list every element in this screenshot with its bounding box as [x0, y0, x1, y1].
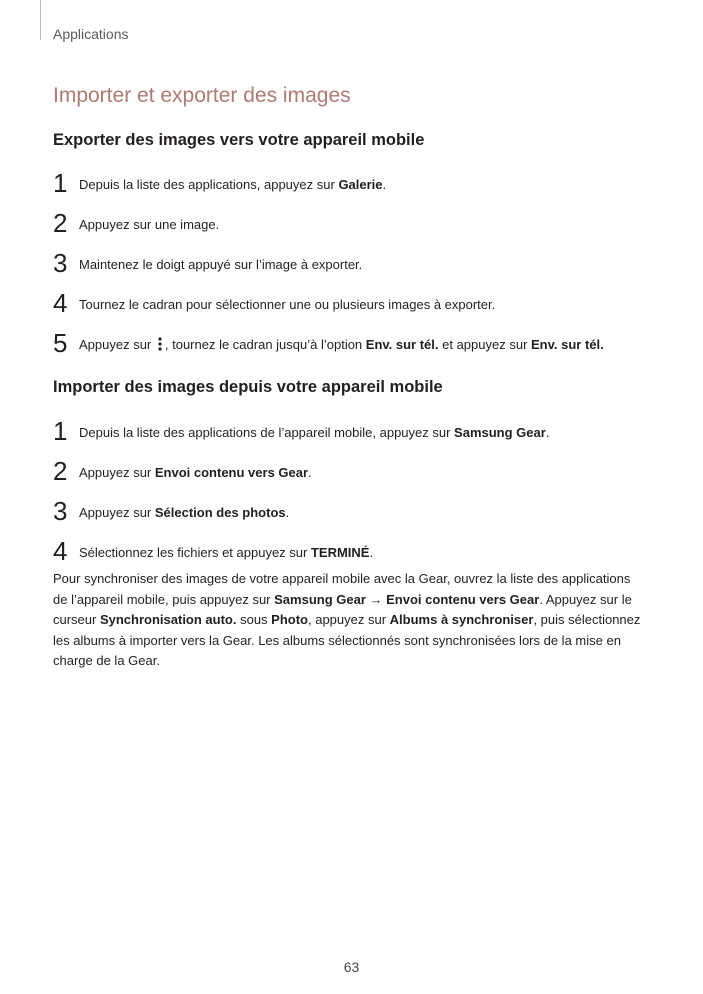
step-bold-term: TERMINÉ — [310, 545, 370, 560]
note-bold-term: Photo — [271, 612, 308, 627]
note-bold-term: Albums à synchroniser — [389, 612, 534, 627]
step-text-part: Depuis la liste des applications de l’appareil mobile, appuyez sur — [79, 425, 455, 440]
note-bold-term: Synchronisation auto. — [99, 612, 237, 627]
step-text-part: . — [285, 505, 290, 520]
step-number: 4 — [53, 536, 68, 566]
step-text — [79, 504, 289, 522]
step-text — [79, 336, 604, 354]
note-text: , puis sélectionnez les albums à importer vers la Gear. Les albums sélectionnés sont synchronisées lors de la mise en charge de la Gear. — [53, 612, 641, 668]
step-text: Tournez le cadran pour sélectionner une ou plusieurs images à exporter. — [79, 297, 496, 312]
step-text: Appuyez sur une image. — [79, 217, 220, 232]
export-step-4 — [53, 288, 663, 332]
note-text: Pour synchroniser des images de votre appareil mobile avec la Gear, ouvrez la liste des applications de l’appareil mobile, puis appuyez sur — [53, 571, 631, 607]
arrow-icon: → — [365, 591, 387, 607]
step-number: 1 — [53, 416, 68, 446]
step-text — [79, 464, 312, 482]
export-steps — [53, 168, 663, 372]
note-bold-term: Envoi contenu vers Gear — [386, 591, 540, 607]
import-steps — [53, 416, 663, 580]
step-text-part: et appuyez sur — [438, 337, 532, 352]
step-bold-term: Env. sur tél. — [365, 337, 439, 352]
step-text-part: Appuyez sur — [79, 465, 155, 480]
note-bold-term: Samsung Gear — [274, 591, 366, 607]
page-number: 63 — [343, 959, 360, 975]
step-text-part: . — [369, 545, 374, 560]
step-number: 4 — [53, 288, 68, 318]
section-label: Applications — [53, 26, 129, 42]
import-step-3 — [53, 496, 663, 540]
section-divider — [40, 0, 41, 40]
export-step-1 — [53, 168, 663, 212]
step-text — [79, 176, 386, 194]
step-text-part: Depuis la liste des applications, appuyez sur — [79, 177, 339, 192]
sync-note — [53, 569, 645, 672]
step-text-part: , tournez le cadran jusqu’à l’option — [164, 337, 366, 352]
step-number: 1 — [53, 168, 68, 198]
step-bold-term: Envoi contenu vers Gear — [154, 465, 309, 480]
step-text-part: . — [545, 425, 550, 440]
import-step-1 — [53, 416, 663, 460]
step-text-part: Sélectionnez les fichiers et appuyez sur — [79, 545, 311, 560]
step-text-part: Appuyez sur — [79, 337, 155, 352]
step-text: Maintenez le doigt appuyé sur l’image à exporter. — [79, 257, 363, 272]
step-text-part: . — [382, 177, 387, 192]
export-step-2 — [53, 208, 663, 252]
step-number: 2 — [53, 208, 68, 238]
step-number: 5 — [53, 328, 68, 358]
page-title: Importer et exporter des images — [53, 84, 351, 107]
step-bold-term: Env. sur tél. — [531, 337, 604, 352]
step-text — [79, 424, 549, 442]
step-number: 2 — [53, 456, 68, 486]
step-text-part: . — [308, 465, 312, 480]
note-text: sous — [236, 612, 272, 627]
import-heading: Importer des images depuis votre appareil mobile — [53, 378, 443, 396]
note-text: . Appuyez sur le curseur — [53, 591, 632, 627]
step-text-part: Appuyez sur — [79, 505, 155, 520]
step-number: 3 — [53, 496, 68, 526]
more-options-icon — [156, 337, 164, 351]
step-bold-term: Sélection des photos — [154, 505, 286, 520]
note-text: , appuyez sur — [308, 612, 390, 627]
step-bold-term: Samsung Gear — [454, 425, 546, 440]
import-step-2 — [53, 456, 663, 500]
export-step-3 — [53, 248, 663, 292]
export-heading: Exporter des images vers votre appareil mobile — [53, 131, 425, 149]
step-bold-term: Galerie — [338, 177, 383, 192]
step-number: 3 — [53, 248, 68, 278]
step-text — [79, 544, 373, 562]
export-step-5 — [53, 328, 663, 372]
